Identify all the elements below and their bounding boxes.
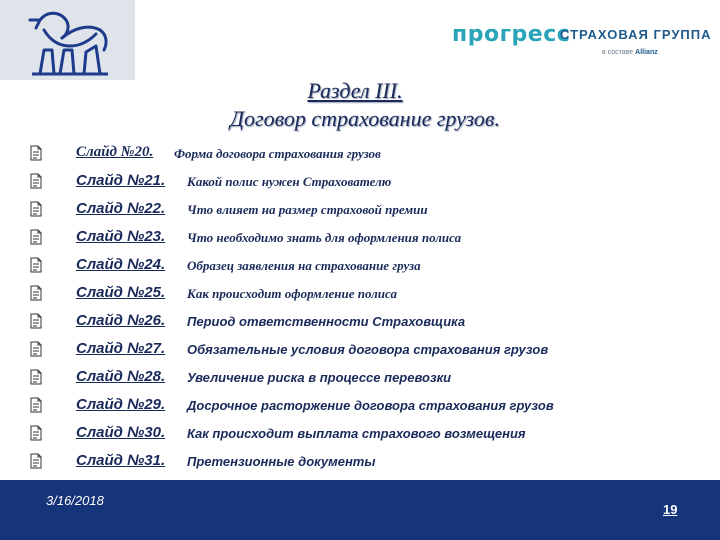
slide-title: Увеличение риска в процессе перевозки <box>187 370 452 385</box>
slide-number[interactable]: Слайд №26. <box>76 312 166 329</box>
section-subtitle: Договор страхование грузов. <box>230 106 500 131</box>
brand-name: прогресс <box>452 22 571 47</box>
list-item[interactable] <box>0 422 720 446</box>
brand-sub: в составе Allianz <box>602 49 658 56</box>
document-bullet-icon <box>28 341 44 357</box>
slide-number[interactable]: Слайд №27. <box>76 340 166 357</box>
slide-number[interactable]: Слайд №22. <box>76 200 166 217</box>
list-item[interactable] <box>0 310 720 334</box>
slide-number[interactable]: Слайд №29. <box>76 396 166 413</box>
slide-title: Претензионные документы <box>187 454 376 469</box>
slide-title: Как происходит выплата страхового возмещения <box>187 426 526 441</box>
footer-date: 3/16/2018 <box>46 493 104 508</box>
document-bullet-icon <box>28 369 44 385</box>
list-item[interactable] <box>0 450 720 474</box>
slide-title: Образец заявления на страхование груза <box>187 258 421 273</box>
list-item[interactable] <box>0 226 720 250</box>
slide-number[interactable]: Слайд №25. <box>76 284 166 301</box>
document-bullet-icon <box>28 173 44 189</box>
slide-number[interactable]: Слайд №28. <box>76 368 166 385</box>
slide-number[interactable]: Слайд №21. <box>76 172 166 189</box>
slide-title: Что необходимо знать для оформления полиса <box>187 230 462 245</box>
slide-number[interactable]: Слайд №30. <box>76 424 166 441</box>
section-title: Раздел III. <box>307 78 403 103</box>
brand-group: СТРАХОВАЯ ГРУППА <box>560 27 712 42</box>
list-item[interactable] <box>0 142 720 166</box>
document-bullet-icon <box>28 201 44 217</box>
document-bullet-icon <box>28 397 44 413</box>
slide-title: Что влияет на размер страховой премии <box>187 202 428 217</box>
slide-title: Как происходит оформление полиса <box>187 286 397 301</box>
header <box>0 0 720 82</box>
list-item[interactable] <box>0 338 720 362</box>
griffin-icon <box>0 0 135 80</box>
list-item[interactable] <box>0 198 720 222</box>
document-bullet-icon <box>28 285 44 301</box>
document-bullet-icon <box>28 257 44 273</box>
document-bullet-icon <box>28 229 44 245</box>
slide-number[interactable]: Слайд №20. <box>76 144 154 160</box>
slide-number[interactable]: Слайд №23. <box>76 228 166 245</box>
list-item[interactable] <box>0 394 720 418</box>
slide-title: Обязательные условия договора страхования грузов <box>187 342 549 357</box>
slide-number[interactable]: Слайд №24. <box>76 256 166 273</box>
list-item[interactable] <box>0 282 720 306</box>
footer <box>0 480 720 540</box>
document-bullet-icon <box>28 425 44 441</box>
slide-title: Период ответственности Страховщика <box>187 314 466 329</box>
slide-number[interactable]: Слайд №31. <box>76 452 166 469</box>
list-item[interactable] <box>0 366 720 390</box>
document-bullet-icon <box>28 453 44 469</box>
griffin-logo <box>0 0 135 80</box>
document-bullet-icon <box>28 145 44 161</box>
slide-title: Досрочное расторжение договора страхования грузов <box>187 398 554 413</box>
page-number[interactable]: 19 <box>663 502 678 517</box>
document-bullet-icon <box>28 313 44 329</box>
brand-logo <box>452 22 712 62</box>
slide-title: Форма договора страхования грузов <box>174 146 381 161</box>
list-item[interactable] <box>0 170 720 194</box>
list-item[interactable] <box>0 254 720 278</box>
slide-title: Какой полис нужен Страхователю <box>187 174 392 189</box>
